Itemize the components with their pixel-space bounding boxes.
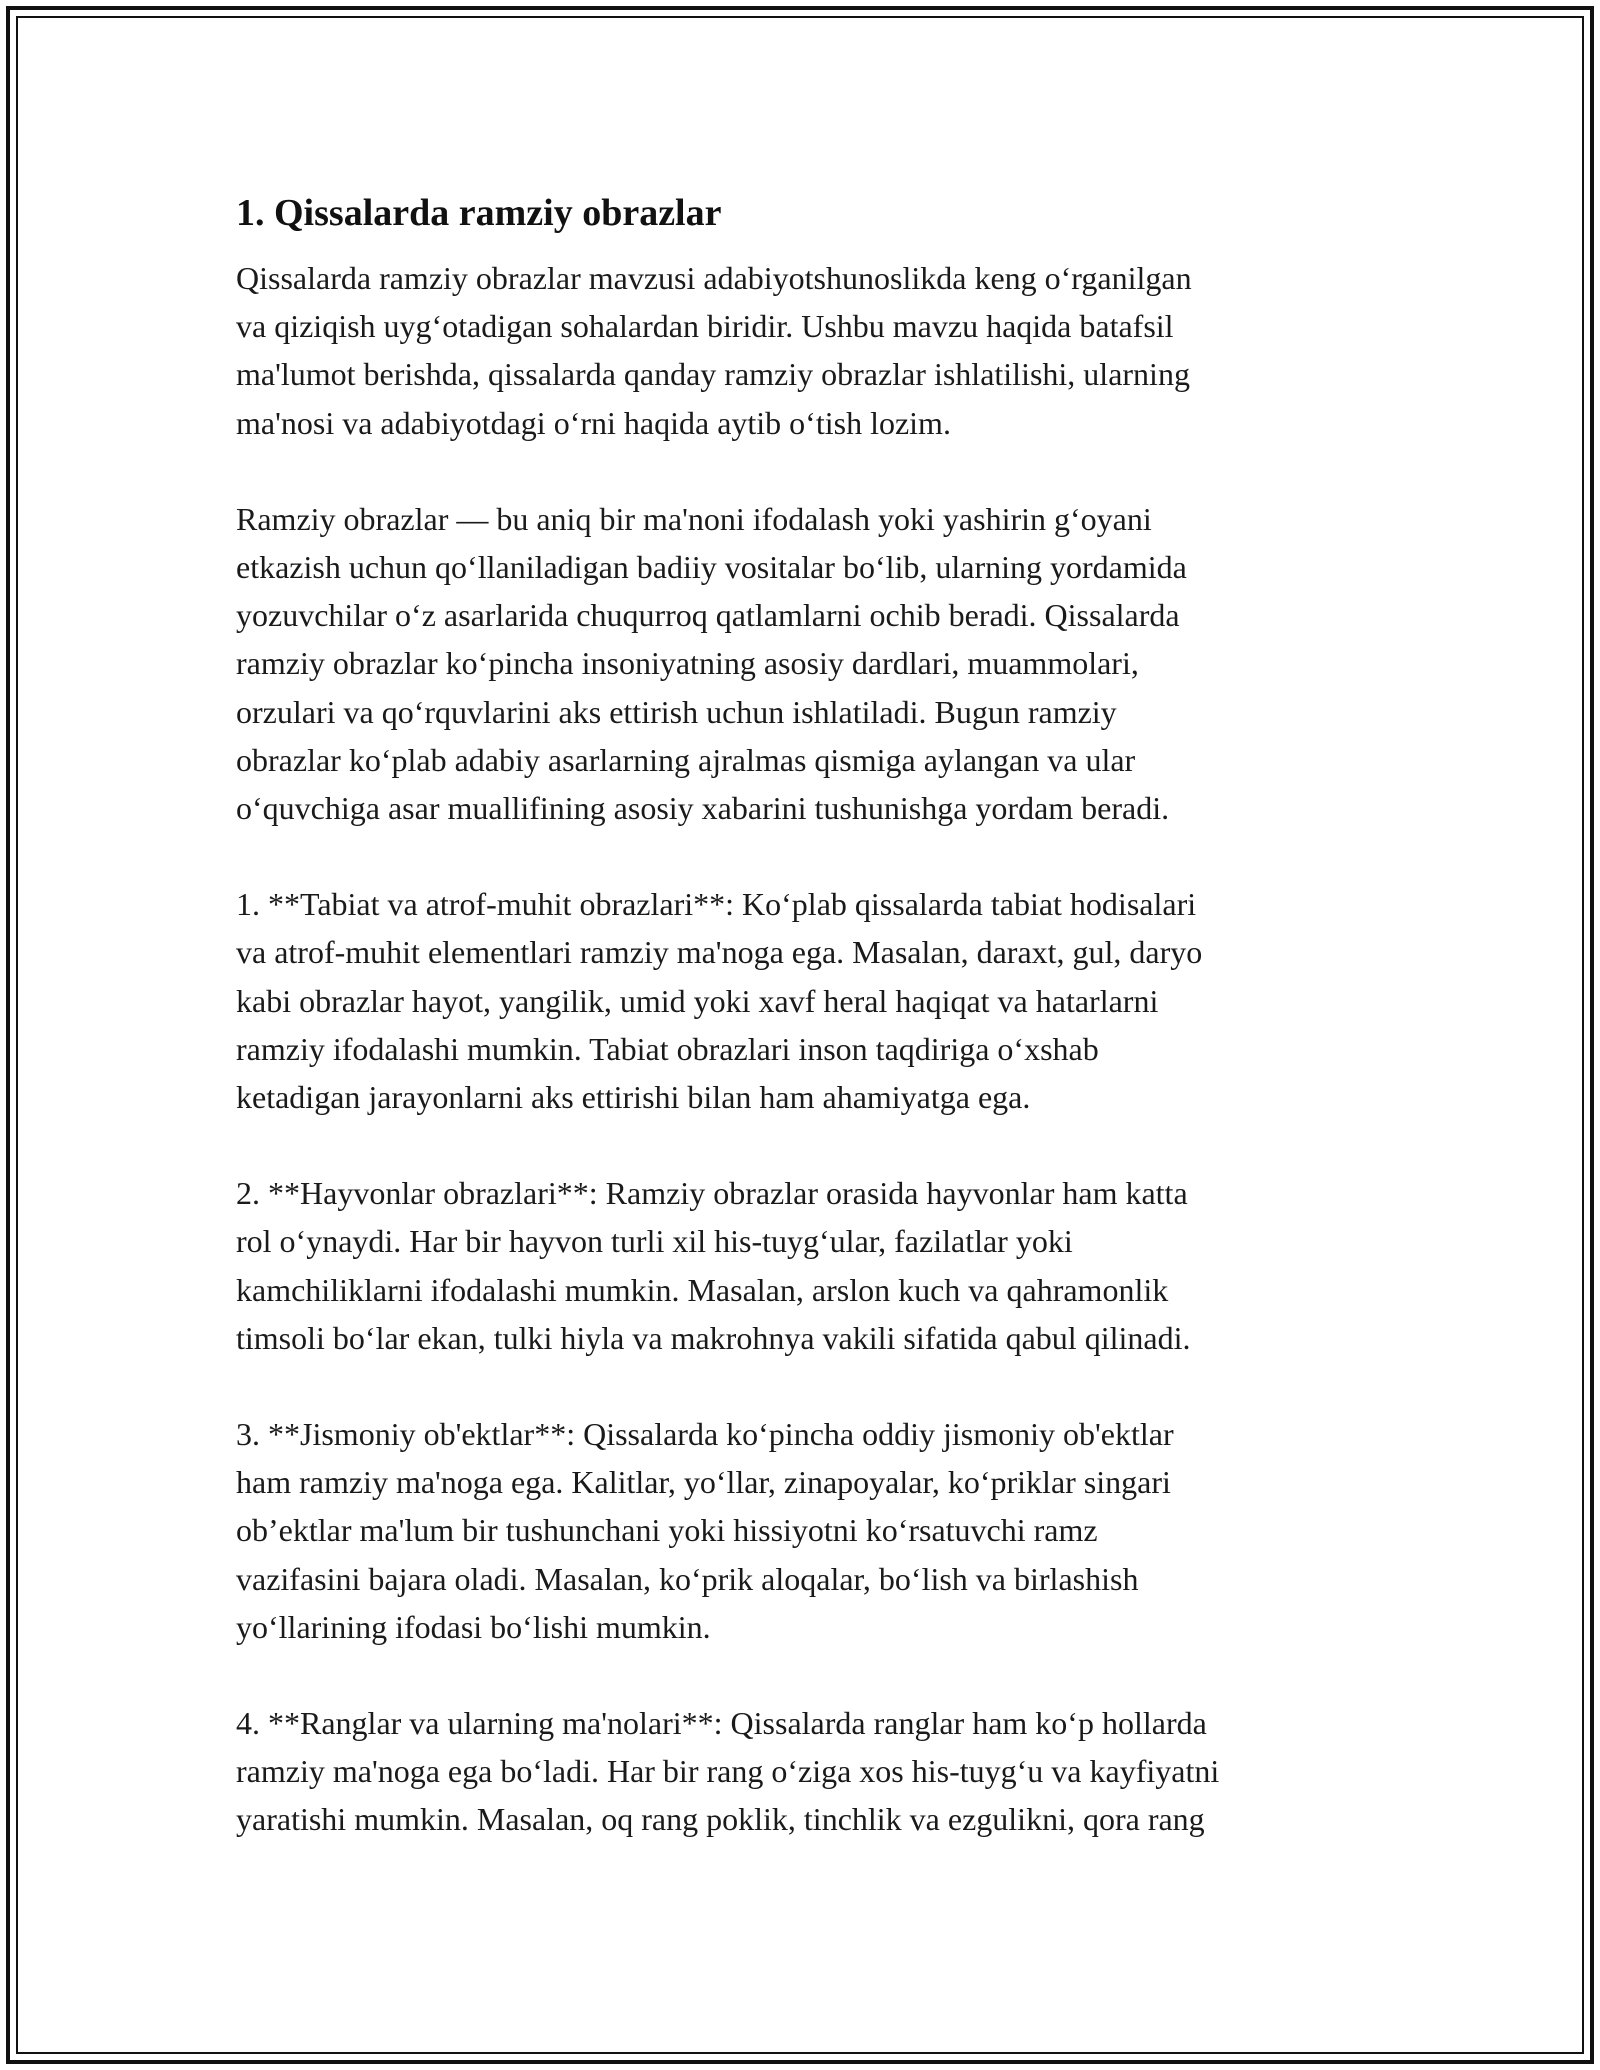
text-line: yaratishi mumkin. Masalan, oq rang poklik, tinchlik va ezgulikni, qora rang (236, 1801, 1205, 1838)
text-line: ma'lumot berishda, qissalarda qanday ramziy obrazlar ishlatilishi, ularning (236, 356, 1190, 393)
text-line: Qissalarda ramziy obrazlar mavzusi adabiyotshunoslikda keng o‘rganilgan (236, 260, 1192, 296)
text-line: ramziy obrazlar ko‘pincha insoniyatning asosiy dardlari, muammolari, (236, 645, 1139, 682)
text-line: va atrof-muhit elementlari ramziy ma'noga ega. Masalan, daraxt, gul, daryo (236, 934, 1203, 971)
text-line: ma'nosi va adabiyotdagi o‘rni haqida aytib o‘tish lozim. (236, 404, 951, 441)
text-line: rol o‘ynaydi. Har bir hayvon turli xil his-tuyg‘ular, fazilatlar yoki (236, 1223, 1073, 1260)
text-line: 4. **Ranglar va ularning ma'nolari**: Qissalarda ranglar ham ko‘p hollarda (236, 1705, 1207, 1742)
text-line: 3. **Jismoniy ob'ektlar**: Qissalarda ko‘pincha oddiy jismoniy ob'ektlar (236, 1416, 1174, 1453)
text-line: timsoli bo‘lar ekan, tulki hiyla va makrohnya vakili sifatida qabul qilinadi. (236, 1319, 1191, 1356)
paragraph-item-4-colors (236, 1699, 1396, 1844)
text-line: ob’ektlar ma'lum bir tushunchani yoki hissiyotni ko‘rsatuvchi ramz (236, 1512, 1098, 1549)
text-line: 2. **Hayvonlar obrazlari**: Ramziy obrazlar orasida hayvonlar ham katta (236, 1175, 1188, 1212)
text-line: ketadigan jarayonlarni aks ettirishi bilan ham ahamiyatga ega. (236, 1079, 1031, 1116)
text-line: yo‘llarining ifodasi bo‘lishi mumkin. (236, 1608, 711, 1645)
document-body (236, 186, 1396, 1892)
text-line: kabi obrazlar hayot, yangilik, umid yoki xavf heral haqiqat va hatarlarni (236, 982, 1159, 1019)
text-line: etkazish uchun qo‘llaniladigan badiiy vositalar bo‘lib, ularning yordamida (236, 549, 1187, 586)
paragraph-item-3-objects (236, 1410, 1396, 1651)
paragraph-item-2-animals (236, 1169, 1396, 1362)
text-line: kamchiliklarni ifodalashi mumkin. Masalan, arslon kuch va qahramonlik (236, 1271, 1169, 1308)
text-line: Ramziy obrazlar — bu aniq bir ma'noni ifodalash yoki yashirin g‘oyani (236, 500, 1152, 537)
text-line: yozuvchilar o‘z asarlarida chuqurroq qatlamlarni ochib beradi. Qissalarda (236, 597, 1180, 634)
text-line: vazifasini bajara oladi. Masalan, ko‘prik aloqalar, bo‘lish va birlashish (236, 1560, 1139, 1597)
paragraph-intro (236, 254, 1396, 447)
text-line: ramziy ma'noga ega bo‘ladi. Har bir rang o‘ziga xos his-tuyg‘u va kayfiyatni (236, 1753, 1220, 1790)
text-line: o‘quvchiga asar muallifining asosiy xabarini tushunishga yordam beradi. (236, 790, 1170, 827)
document-title: 1. Qissalarda ramziy obrazlar (236, 192, 722, 234)
text-line: 1. **Tabiat va atrof-muhit obrazlari**: Ko‘plab qissalarda tabiat hodisalari (236, 886, 1197, 923)
text-line: va qiziqish uyg‘otadigan sohalardan biridir. Ushbu mavzu haqida batafsil (236, 308, 1174, 345)
text-line: ramziy ifodalashi mumkin. Tabiat obrazlari inson taqdiriga o‘xshab (236, 1030, 1099, 1067)
text-line: orzulari va qo‘rquvlarini aks ettirish uchun ishlatiladi. Bugun ramziy (236, 693, 1117, 730)
text-line: obrazlar ko‘plab adabiy asarlarning ajralmas qismiga aylangan va ular (236, 741, 1136, 778)
paragraph-definition (236, 495, 1396, 832)
paragraph-item-1-nature (236, 880, 1396, 1121)
text-line: ham ramziy ma'noga ega. Kalitlar, yo‘llar, zinapoyalar, ko‘priklar singari (236, 1464, 1171, 1501)
